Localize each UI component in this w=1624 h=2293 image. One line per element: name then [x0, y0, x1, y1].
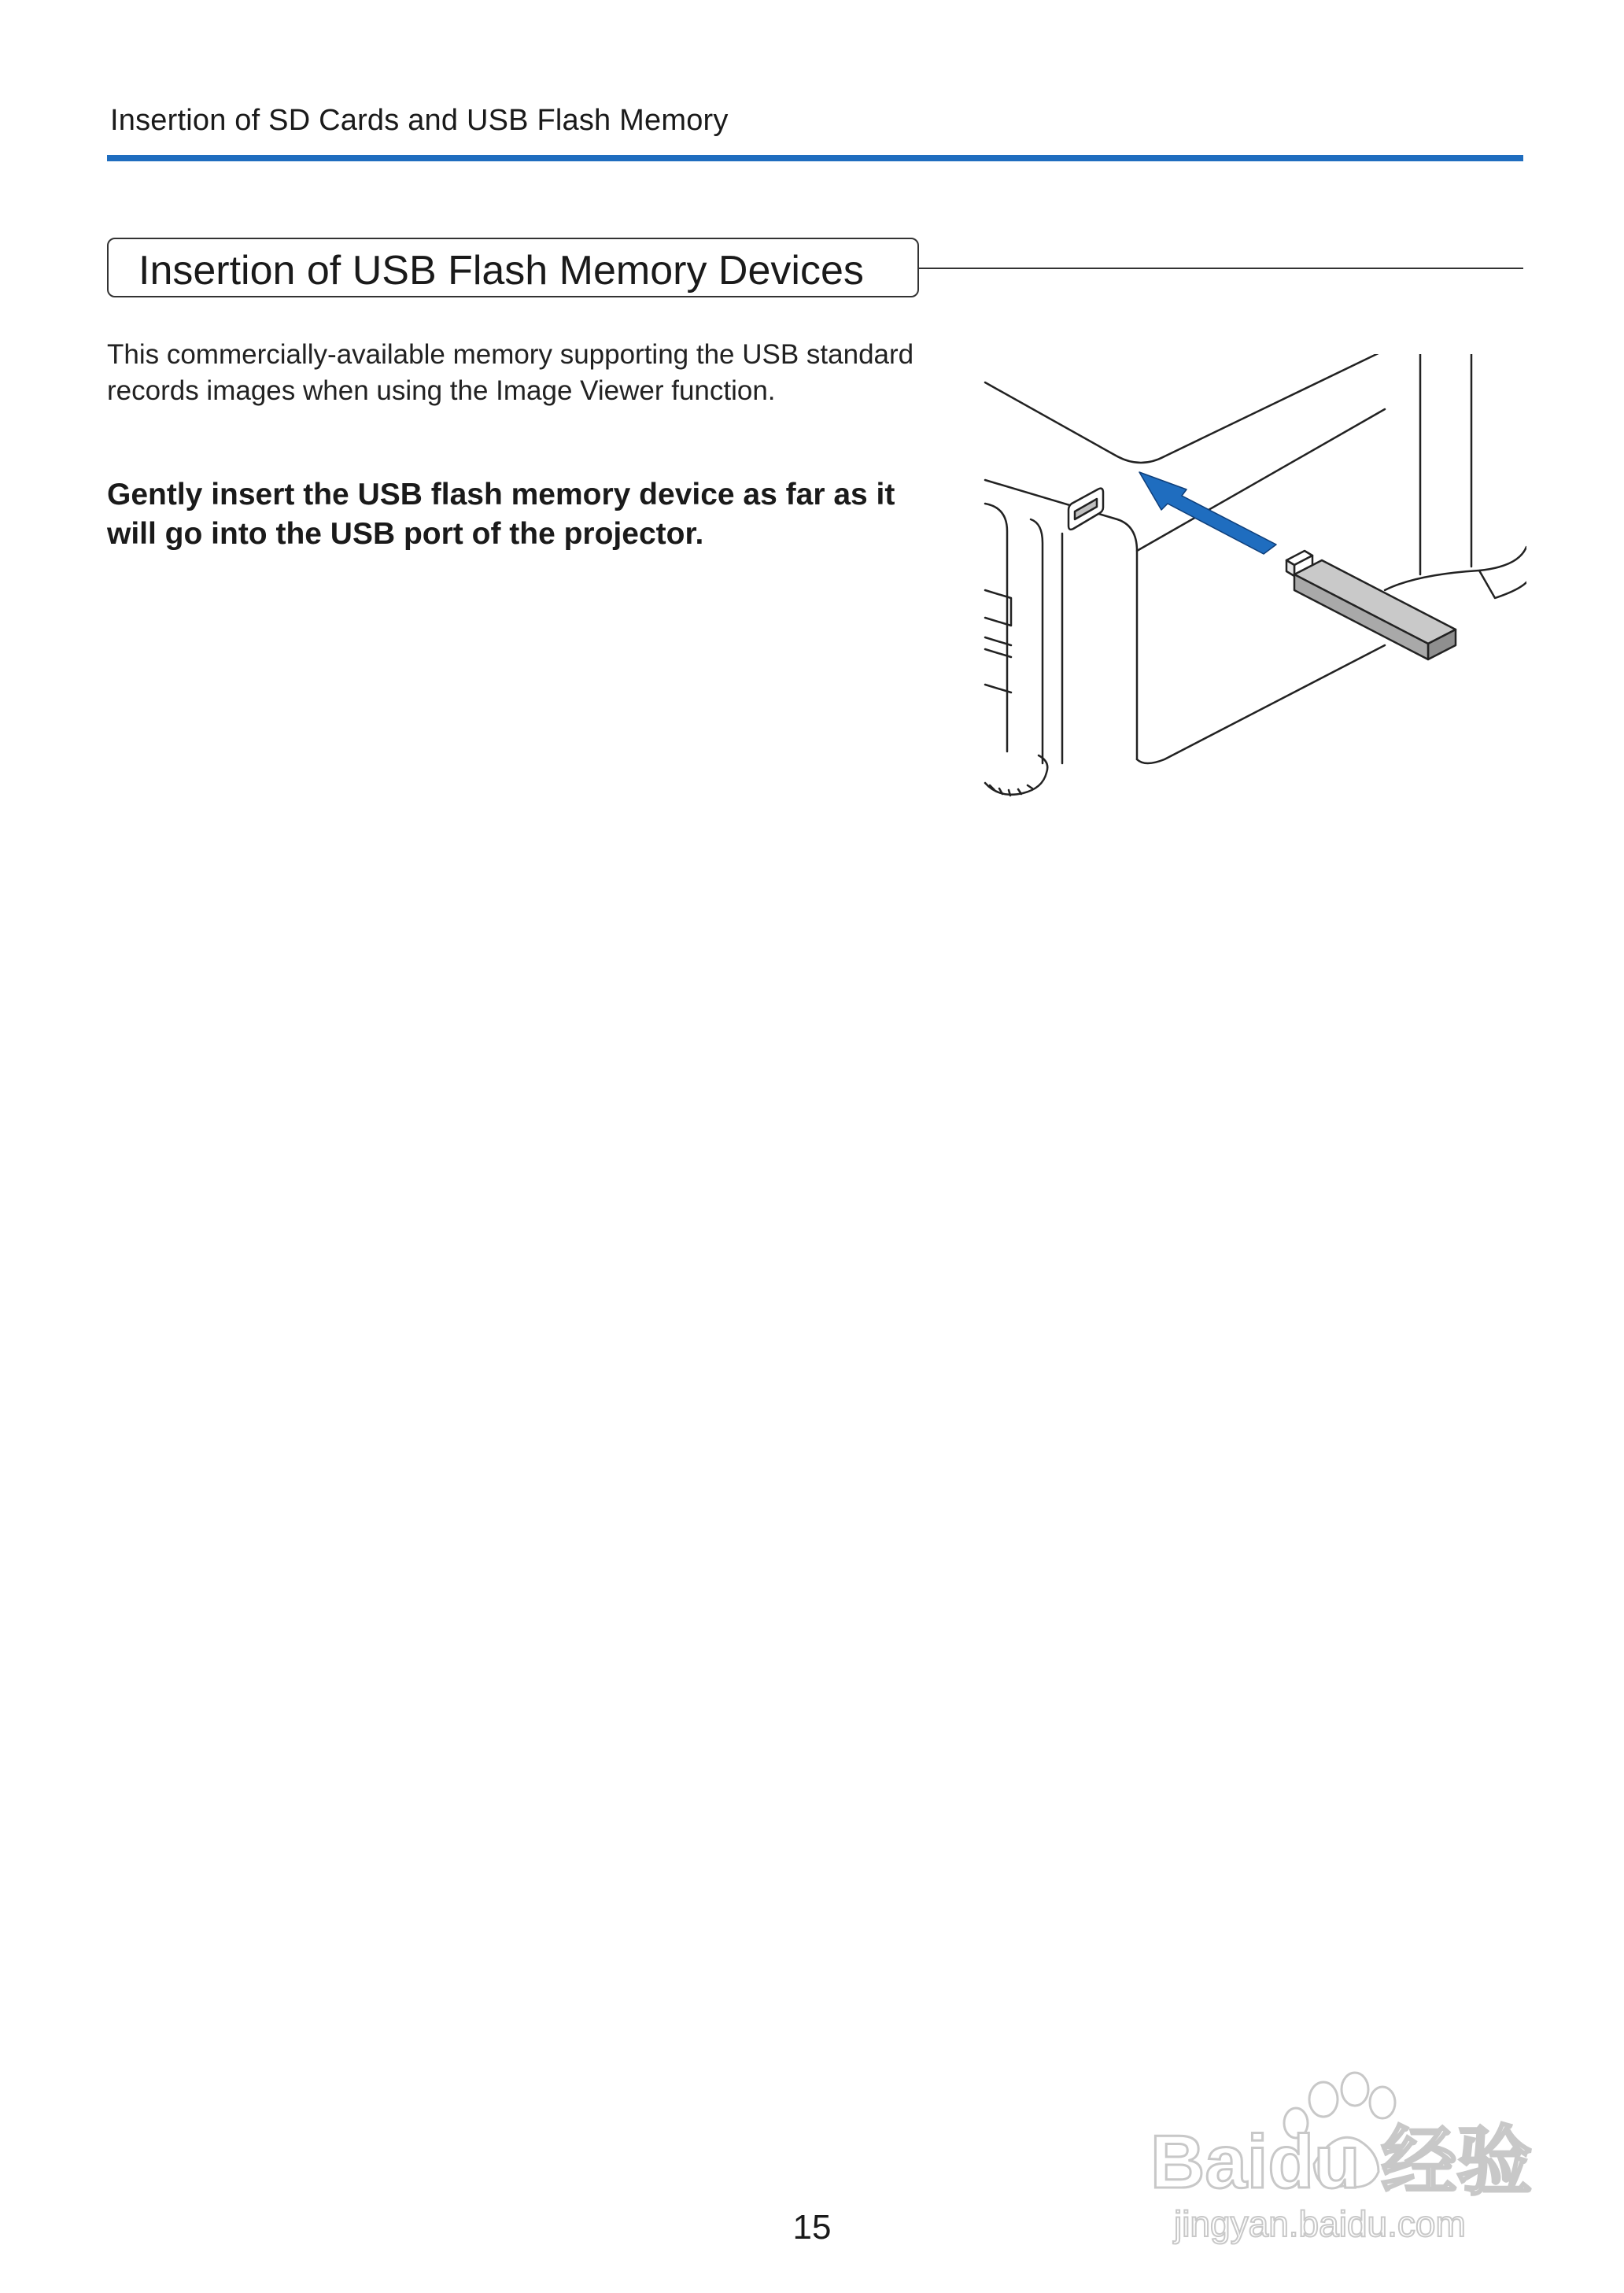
instruction-paragraph: Gently insert the USB flash memory device as far as it will go into the USB port of the projector. — [107, 478, 895, 551]
intro-paragraph: This commercially-available memory supporting the USB standard records images when using the Image Viewer function. — [107, 339, 914, 406]
watermark-brand: Baidu 经验 — [1150, 2120, 1533, 2204]
page-number: 15 — [792, 2208, 832, 2247]
running-header: Insertion of SD Cards and USB Flash Memory — [110, 104, 729, 137]
header-rule — [107, 155, 1523, 161]
usb-insertion-illustration — [976, 354, 1526, 810]
insert-arrow-icon — [1139, 472, 1276, 554]
watermark-url: jingyan.baidu.com — [1174, 2203, 1466, 2244]
section-rule — [919, 268, 1523, 269]
section-title: Insertion of USB Flash Memory Devices — [138, 248, 864, 294]
section-heading-box — [107, 238, 919, 297]
